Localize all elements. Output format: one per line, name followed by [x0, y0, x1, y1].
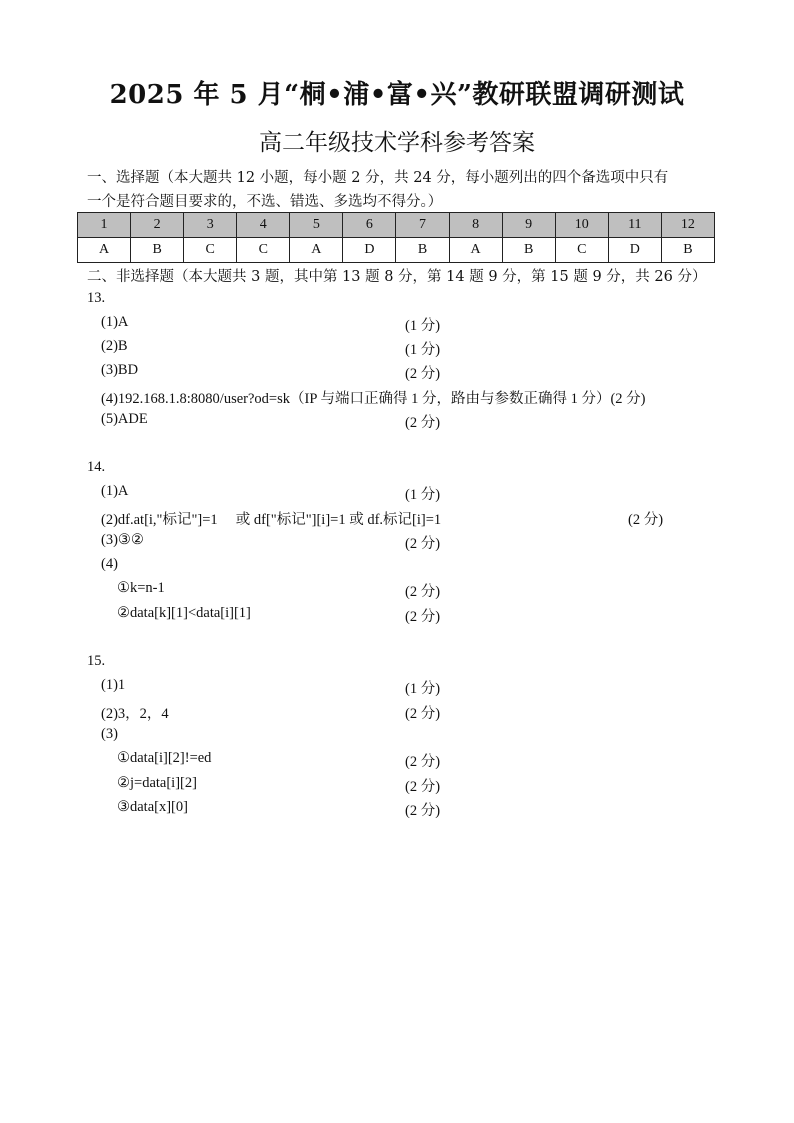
q15-score-2: (2 分): [405, 706, 441, 722]
q15-number: 15.: [87, 653, 106, 669]
answer-cell: B: [502, 238, 555, 263]
question-number-cell: 4: [237, 213, 290, 238]
answer-cell: C: [184, 238, 237, 263]
q14-sub-score-2: (2 分): [405, 609, 441, 625]
q15-sub-answer-2: ②j=data[i][2]: [117, 775, 197, 791]
q15-sub-score-3: (2 分): [405, 803, 441, 819]
question-number-cell: 12: [661, 213, 714, 238]
q13-answer-2: (2)B: [101, 338, 128, 354]
answer-cell: A: [290, 238, 343, 263]
section2-heading: 二、非选择题（本大题共 3 题，其中第 13 题 8 分，第 14 题 9 分，第 15 题 9 分，共 26 分）: [87, 269, 707, 285]
question-number-cell: 1: [78, 213, 131, 238]
q13-answer-5: (5)ADE: [101, 411, 148, 427]
answer-cell: D: [608, 238, 661, 263]
question-number-cell: 2: [131, 213, 184, 238]
q13-score-5: (2 分): [405, 415, 441, 431]
q15-answer-2: (2)3，2，4: [101, 706, 169, 722]
answer-cell: D: [343, 238, 396, 263]
q15-sub-answer-3: ③data[x][0]: [117, 799, 188, 815]
q14-sub-score-1: (2 分): [405, 584, 441, 600]
q13-answer-1: (1)A: [101, 314, 129, 330]
question-number-cell: 7: [396, 213, 449, 238]
q15-answer-1: (1)1: [101, 677, 126, 693]
q13-answer-3: (3)BD: [101, 362, 139, 378]
section1-instructions-line2: 一个是符合题目要求的，不选、错选、多选均不得分。）: [87, 194, 443, 210]
q13-score-3: (2 分): [405, 366, 441, 382]
question-number-cell: 3: [184, 213, 237, 238]
q14-number: 14.: [87, 459, 106, 475]
question-number-cell: 5: [290, 213, 343, 238]
table-header-row: [78, 213, 715, 238]
question-number-cell: 8: [449, 213, 502, 238]
q14-sub-answer-2: ②data[k][1]<data[i][1]: [117, 605, 251, 621]
answer-cell: C: [237, 238, 290, 263]
section1-instructions-line1: 一、选择题（本大题共 12 小题，每小题 2 分，共 24 分，每小题列出的四个备选项中只有: [87, 170, 669, 186]
q14-score-1: (1 分): [405, 487, 441, 503]
q13-number: 13.: [87, 290, 106, 306]
question-number-cell: 11: [608, 213, 661, 238]
q14-answer-2: (2)df.at[i,"标记"]=1 或 df["标记"][i]=1 或 df.标记[i]=1: [101, 512, 442, 528]
q14-answer-1: (1)A: [101, 483, 129, 499]
q15-answer-3: (3): [101, 726, 118, 742]
q15-sub-score-1: (2 分): [405, 754, 441, 770]
q15-score-1: (1 分): [405, 681, 441, 697]
q15-sub-score-2: (2 分): [405, 779, 441, 795]
q14-answer-4: (4): [101, 556, 118, 572]
answer-cell: B: [661, 238, 714, 263]
q13-score-2: (1 分): [405, 342, 441, 358]
q14-answer-3: (3)③②: [101, 532, 144, 548]
q13-answer-4: (4)192.168.1.8:8080/user?od=sk（IP 与端口正确得 1 分，路由与参数正确得 1 分）(2 分): [101, 391, 646, 407]
question-number-cell: 9: [502, 213, 555, 238]
answer-cell: A: [78, 238, 131, 263]
answer-cell: B: [396, 238, 449, 263]
question-number-cell: 10: [555, 213, 608, 238]
document-subtitle: 高二年级技术学科参考答案: [259, 130, 535, 156]
answer-cell: A: [449, 238, 502, 263]
answer-cell: C: [555, 238, 608, 263]
table-answer-row: [78, 238, 715, 263]
q14-score-3: (2 分): [405, 536, 441, 552]
document-title: 2025 年 5 月“桐•浦•富•兴”教研联盟调研测试: [109, 80, 685, 110]
question-number-cell: 6: [343, 213, 396, 238]
choice-answer-table: [77, 212, 715, 263]
q14-score-2: (2 分): [628, 512, 664, 528]
answer-cell: B: [131, 238, 184, 263]
q15-sub-answer-1: ①data[i][2]!=ed: [117, 750, 212, 766]
q14-sub-answer-1: ①k=n-1: [117, 580, 165, 596]
q13-score-1: (1 分): [405, 318, 441, 334]
